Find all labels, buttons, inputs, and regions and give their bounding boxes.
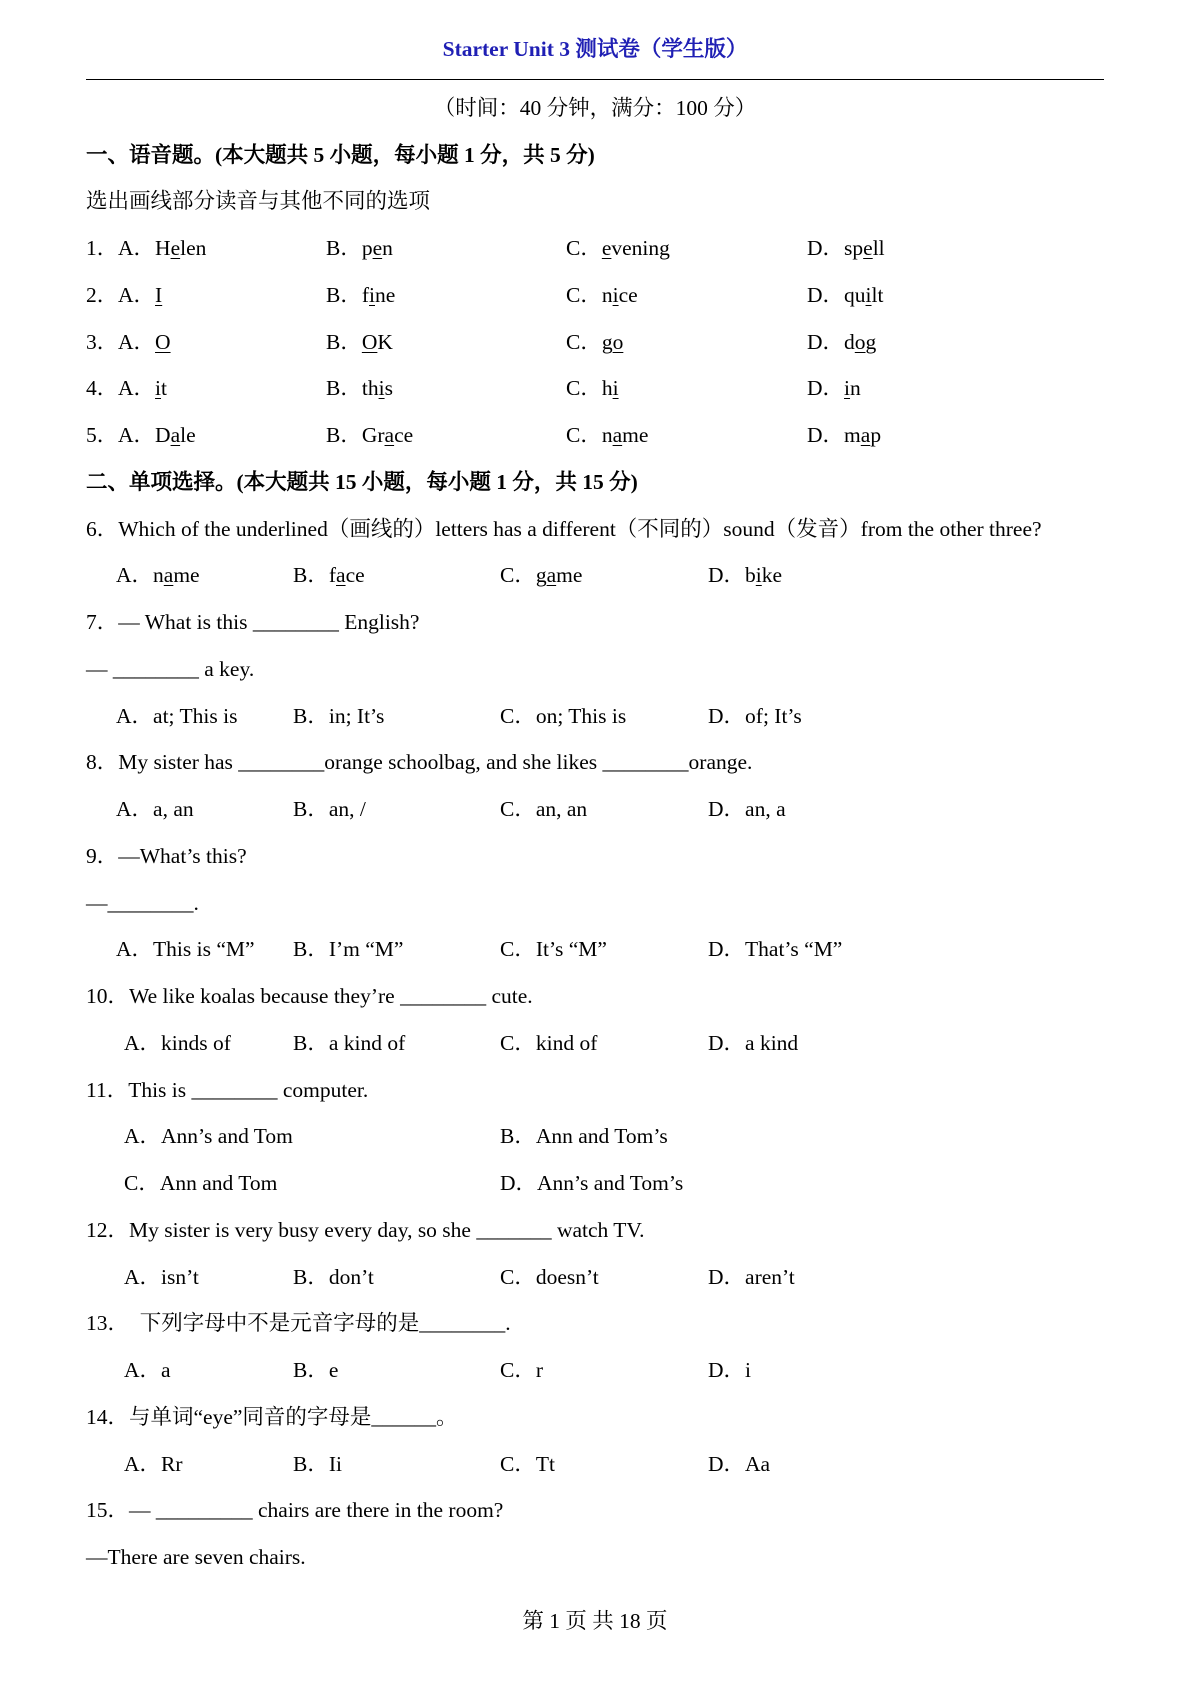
- option-text-end: ke: [761, 563, 783, 588]
- question-number: 9．: [86, 843, 119, 868]
- option-text-start: b: [745, 563, 756, 588]
- option-a: [118, 365, 167, 412]
- option-text: in; It’s: [328, 703, 385, 728]
- question-14-options: [86, 1441, 1104, 1488]
- option-label: C．: [566, 423, 602, 448]
- question-stem: We like koalas because they’re ________ cute.: [129, 984, 533, 1009]
- option-label: D．: [708, 1264, 746, 1289]
- option-text: on; This is: [535, 703, 627, 728]
- option-c: [566, 272, 638, 319]
- option-text-start: p: [361, 236, 373, 261]
- question-6-options: [86, 552, 1104, 599]
- option-c: [566, 412, 648, 459]
- option-text-end: t: [161, 376, 167, 401]
- dialogue-reply: — ________ a key.: [86, 656, 255, 681]
- option-text: kinds of: [161, 1030, 231, 1055]
- option-text-end: K: [377, 329, 393, 354]
- question-number: 7．: [86, 610, 119, 635]
- underlined-letters: O: [155, 329, 171, 354]
- option-label: C．: [500, 937, 536, 962]
- option-label: C．: [500, 703, 536, 728]
- option-text: Ann’s and Tom’s: [537, 1171, 684, 1196]
- option-label: A．: [116, 703, 154, 728]
- underlined-letters: i: [612, 376, 619, 401]
- option-text: isn’t: [161, 1264, 199, 1289]
- option-label: B．: [293, 937, 329, 962]
- option-label: C．: [566, 282, 602, 307]
- question-13-options: [86, 1347, 1104, 1394]
- underlined-letters: I: [155, 282, 163, 307]
- option-b: [326, 412, 413, 459]
- option-b: [293, 1441, 342, 1488]
- option-text-end: g: [865, 329, 877, 354]
- question-number: 11．: [86, 1077, 129, 1102]
- option-text-start: m: [844, 423, 861, 448]
- option-text-end: me: [556, 563, 583, 588]
- option-text: r: [535, 1358, 544, 1383]
- option-label: B．: [293, 1264, 329, 1289]
- option-label: C．: [500, 1451, 536, 1476]
- option-b: [326, 272, 395, 319]
- option-d: [708, 693, 802, 740]
- question-number: 5．: [86, 423, 119, 448]
- question-number: 3．: [86, 329, 119, 354]
- option-text-end: n: [382, 236, 393, 261]
- option-label: A．: [116, 797, 154, 822]
- option-label: D．: [708, 797, 746, 822]
- option-text: Ann’s and Tom: [161, 1124, 293, 1149]
- question-stem: — _________ chairs are there in the room?: [129, 1498, 504, 1523]
- question-12: [86, 1207, 1104, 1254]
- question-number: 4．: [86, 376, 119, 401]
- underlined-letters: o: [854, 329, 866, 354]
- option-label: A．: [124, 1030, 162, 1055]
- option-c: [500, 1441, 555, 1488]
- option-label: B．: [293, 1030, 329, 1055]
- question-number: 2．: [86, 282, 119, 307]
- underlined-letters: a: [170, 423, 181, 448]
- option-text-end: p: [870, 423, 882, 448]
- exam-time-score: （时间：40 分钟，满分：100 分）: [433, 96, 757, 120]
- question-stem: — What is this ________ English?: [118, 610, 420, 635]
- option-text-start: D: [155, 423, 171, 448]
- option-c: [566, 365, 619, 412]
- underlined-letters: e: [601, 236, 612, 261]
- option-label: B．: [326, 423, 362, 448]
- question-number: 13．: [86, 1311, 130, 1336]
- underlined-letters: i: [369, 282, 375, 307]
- option-text: a: [161, 1358, 171, 1383]
- option-label: A．: [116, 563, 154, 588]
- underlined-letters: i: [844, 376, 851, 401]
- option-c: [124, 1160, 277, 1207]
- option-text-end: ne: [375, 282, 396, 307]
- question-stem: 与单词“eye”同音的字母是______。: [129, 1404, 458, 1429]
- option-label: A．: [124, 1358, 162, 1383]
- option-text-end: n: [850, 376, 861, 401]
- underlined-letters: a: [163, 563, 174, 588]
- header-rule: [86, 79, 1104, 80]
- option-text: an, an: [535, 797, 588, 822]
- option-c: [500, 926, 607, 973]
- option-a: [116, 786, 194, 833]
- underlined-letters: a: [612, 423, 623, 448]
- option-label: B．: [326, 282, 362, 307]
- underlined-letters: O: [361, 329, 378, 354]
- question-9: [86, 833, 1104, 880]
- question-3: [86, 319, 1104, 366]
- option-c: [566, 225, 670, 272]
- underlined-letters: e: [170, 236, 181, 261]
- option-d: [708, 786, 786, 833]
- option-a: [118, 272, 162, 319]
- option-label: B．: [293, 1358, 329, 1383]
- option-label: C．: [500, 797, 536, 822]
- option-label: C．: [124, 1171, 160, 1196]
- option-d: [807, 365, 861, 412]
- option-text-end: le: [180, 423, 196, 448]
- option-label: C．: [500, 1030, 536, 1055]
- option-text: kind of: [535, 1030, 598, 1055]
- option-text-end: s: [384, 376, 393, 401]
- option-text: doesn’t: [535, 1264, 599, 1289]
- option-text: aren’t: [745, 1264, 795, 1289]
- option-text-start: g: [601, 329, 613, 354]
- option-a: [116, 926, 255, 973]
- question-stem: My sister has ________orange schoolbag, and she likes ________orange.: [118, 750, 753, 775]
- option-a: [124, 1347, 171, 1394]
- option-text: an, /: [328, 797, 366, 822]
- underlined-letters: i: [378, 376, 385, 401]
- option-text-end: vening: [611, 236, 670, 261]
- option-text-start: qu: [844, 282, 866, 307]
- underlined-letters: i: [755, 563, 762, 588]
- option-text-start: th: [361, 376, 379, 401]
- option-text: Rr: [161, 1451, 183, 1476]
- option-text-start: n: [601, 423, 613, 448]
- option-text-start: n: [601, 282, 613, 307]
- question-number: 8．: [86, 750, 119, 775]
- option-label: C．: [500, 1358, 536, 1383]
- option-c: [500, 552, 582, 599]
- question-8-options: [86, 786, 1104, 833]
- option-text: i: [745, 1358, 752, 1383]
- option-text-end: me: [173, 563, 200, 588]
- option-label: A．: [118, 329, 156, 354]
- option-b: [293, 1347, 338, 1394]
- option-label: A．: [118, 282, 156, 307]
- option-label: B．: [326, 329, 362, 354]
- option-a: [116, 693, 237, 740]
- option-d: [807, 225, 885, 272]
- option-label: D．: [708, 1030, 746, 1055]
- option-text: at; This is: [153, 703, 238, 728]
- option-label: A．: [118, 423, 156, 448]
- option-text-start: H: [155, 236, 171, 261]
- question-stem: Which of the underlined（画线的）letters has a different（不同的）sound（发音）from the other three?: [118, 516, 1042, 541]
- option-label: B．: [293, 563, 329, 588]
- question-6: [86, 506, 1104, 553]
- option-label: D．: [807, 376, 845, 401]
- option-text: Ann and Tom: [159, 1171, 278, 1196]
- question-number: 15．: [86, 1498, 130, 1523]
- option-text: don’t: [328, 1264, 374, 1289]
- option-text: It’s “M”: [535, 937, 607, 962]
- option-text-end: me: [622, 423, 649, 448]
- option-a: [124, 1113, 293, 1160]
- option-label: D．: [807, 329, 845, 354]
- option-label: D．: [807, 282, 845, 307]
- underlined-letters: e: [372, 236, 383, 261]
- question-8: [86, 739, 1104, 786]
- option-text: Aa: [745, 1451, 771, 1476]
- question-number: 14．: [86, 1404, 130, 1429]
- option-label: A．: [118, 376, 156, 401]
- option-text: a kind: [745, 1030, 799, 1055]
- question-5: [86, 412, 1104, 459]
- option-d: [807, 272, 883, 319]
- option-b: [293, 552, 365, 599]
- option-c: [566, 319, 623, 366]
- underlined-letters: i: [155, 376, 162, 401]
- option-c: [500, 786, 587, 833]
- option-d: [807, 319, 876, 366]
- option-b: [293, 1254, 374, 1301]
- option-label: D．: [708, 563, 746, 588]
- question-stem: This is ________ computer.: [128, 1077, 369, 1102]
- option-b: [326, 365, 393, 412]
- option-text: I’m “M”: [328, 937, 404, 962]
- option-b: [293, 786, 366, 833]
- document-title: Starter Unit 3 测试卷（学生版）: [442, 37, 748, 61]
- question-15-reply: [86, 1534, 1104, 1581]
- option-text: of; It’s: [745, 703, 802, 728]
- option-text-end: ce: [618, 282, 638, 307]
- option-text: an, a: [745, 797, 786, 822]
- option-text-start: n: [153, 563, 164, 588]
- question-15: [86, 1487, 1104, 1534]
- option-label: C．: [500, 1264, 536, 1289]
- question-number: 10．: [86, 984, 130, 1009]
- option-label: A．: [118, 236, 156, 261]
- question-stem: My sister is very busy every day, so she _______ watch TV.: [129, 1217, 645, 1242]
- option-label: D．: [708, 937, 746, 962]
- option-d: [708, 1020, 798, 1067]
- option-label: B．: [326, 376, 362, 401]
- option-c: [500, 1020, 597, 1067]
- option-b: [326, 319, 393, 366]
- option-c: [500, 693, 626, 740]
- option-label: D．: [807, 236, 845, 261]
- option-text: e: [328, 1358, 339, 1383]
- question-number: 12．: [86, 1217, 130, 1242]
- dialogue-reply: —There are seven chairs.: [86, 1545, 306, 1570]
- option-label: C．: [566, 236, 602, 261]
- option-text-start: f: [361, 282, 370, 307]
- option-label: B．: [293, 797, 329, 822]
- underlined-letters: a: [384, 423, 395, 448]
- option-text: Ii: [328, 1451, 342, 1476]
- question-stem: 下列字母中不是元音字母的是________.: [129, 1311, 511, 1336]
- section1-heading: 一、语音题。(本大题共 5 小题，每小题 1 分，共 5 分): [86, 142, 595, 167]
- underlined-letters: e: [863, 236, 873, 261]
- question-9-options: [86, 926, 1104, 973]
- page-footer: 第 1 页 共 18 页: [522, 1609, 668, 1633]
- option-b: [293, 693, 384, 740]
- option-label: A．: [124, 1451, 162, 1476]
- option-text-start: f: [328, 563, 337, 588]
- option-label: D．: [807, 423, 845, 448]
- underlined-letters: a: [546, 563, 557, 588]
- question-10: [86, 973, 1104, 1020]
- option-label: D．: [708, 1451, 746, 1476]
- option-text-end: ce: [394, 423, 414, 448]
- option-text: This is “M”: [153, 937, 255, 962]
- question-10-options: [86, 1020, 1104, 1067]
- option-d: [500, 1160, 683, 1207]
- question-11-options-row1: [86, 1113, 1104, 1160]
- option-a: [118, 412, 196, 459]
- option-a: [124, 1020, 231, 1067]
- question-stem: —What’s this?: [118, 843, 247, 868]
- option-label: B．: [293, 1451, 329, 1476]
- question-13: [86, 1300, 1104, 1347]
- underlined-letters: i: [612, 282, 619, 307]
- question-2: [86, 272, 1104, 319]
- option-text: a, an: [153, 797, 194, 822]
- option-text-start: g: [535, 563, 547, 588]
- underlined-letters: i: [865, 282, 872, 307]
- question-number: 1．: [86, 236, 119, 261]
- question-12-options: [86, 1254, 1104, 1301]
- question-9-reply: [86, 880, 1104, 927]
- option-d: [708, 926, 842, 973]
- option-text-start: Gr: [361, 423, 385, 448]
- question-1: [86, 225, 1104, 272]
- option-d: [807, 412, 881, 459]
- exam-content: [86, 132, 1104, 1581]
- option-label: A．: [124, 1124, 162, 1149]
- option-text-start: sp: [844, 236, 864, 261]
- option-label: D．: [708, 703, 746, 728]
- option-text-end: ll: [872, 236, 885, 261]
- option-label: B．: [326, 236, 362, 261]
- option-text-end: lt: [871, 282, 884, 307]
- option-text: Ann and Tom’s: [535, 1124, 668, 1149]
- option-label: D．: [708, 1358, 746, 1383]
- underlined-letters: a: [336, 563, 346, 588]
- question-number: 6．: [86, 516, 119, 541]
- section2-heading: 二、单项选择。(本大题共 15 小题，每小题 1 分，共 15 分): [86, 469, 638, 494]
- option-text-start: h: [601, 376, 613, 401]
- underlined-letters: o: [612, 329, 624, 354]
- section1-instruction: 选出画线部分读音与其他不同的选项: [86, 189, 431, 214]
- option-a: [116, 552, 200, 599]
- option-a: [124, 1441, 183, 1488]
- question-7-reply: [86, 646, 1104, 693]
- option-c: [500, 1254, 599, 1301]
- option-text-start: d: [844, 329, 855, 354]
- option-a: [124, 1254, 199, 1301]
- option-label: A．: [124, 1264, 162, 1289]
- option-a: [118, 225, 206, 272]
- option-label: B．: [293, 703, 329, 728]
- question-7-options: [86, 693, 1104, 740]
- option-b: [500, 1113, 668, 1160]
- question-11: [86, 1067, 1104, 1114]
- option-b: [293, 926, 403, 973]
- option-label: A．: [116, 937, 154, 962]
- question-4: [86, 365, 1104, 412]
- dialogue-reply: —________.: [86, 890, 199, 915]
- option-label: B．: [500, 1124, 536, 1149]
- question-11-options-row2: [86, 1160, 1104, 1207]
- option-d: [708, 1441, 770, 1488]
- option-text: Tt: [535, 1451, 555, 1476]
- option-label: C．: [566, 329, 602, 354]
- question-14: [86, 1394, 1104, 1441]
- option-d: [708, 552, 782, 599]
- option-label: C．: [566, 376, 602, 401]
- option-label: D．: [500, 1171, 538, 1196]
- option-b: [293, 1020, 405, 1067]
- option-text-end: ce: [345, 563, 365, 588]
- option-d: [708, 1347, 751, 1394]
- option-label: C．: [500, 563, 536, 588]
- option-d: [708, 1254, 795, 1301]
- underlined-letters: a: [860, 423, 871, 448]
- option-a: [118, 319, 171, 366]
- option-b: [326, 225, 393, 272]
- option-text: That’s “M”: [745, 937, 843, 962]
- question-7: [86, 599, 1104, 646]
- option-text-end: len: [180, 236, 207, 261]
- option-c: [500, 1347, 543, 1394]
- option-text: a kind of: [328, 1030, 406, 1055]
